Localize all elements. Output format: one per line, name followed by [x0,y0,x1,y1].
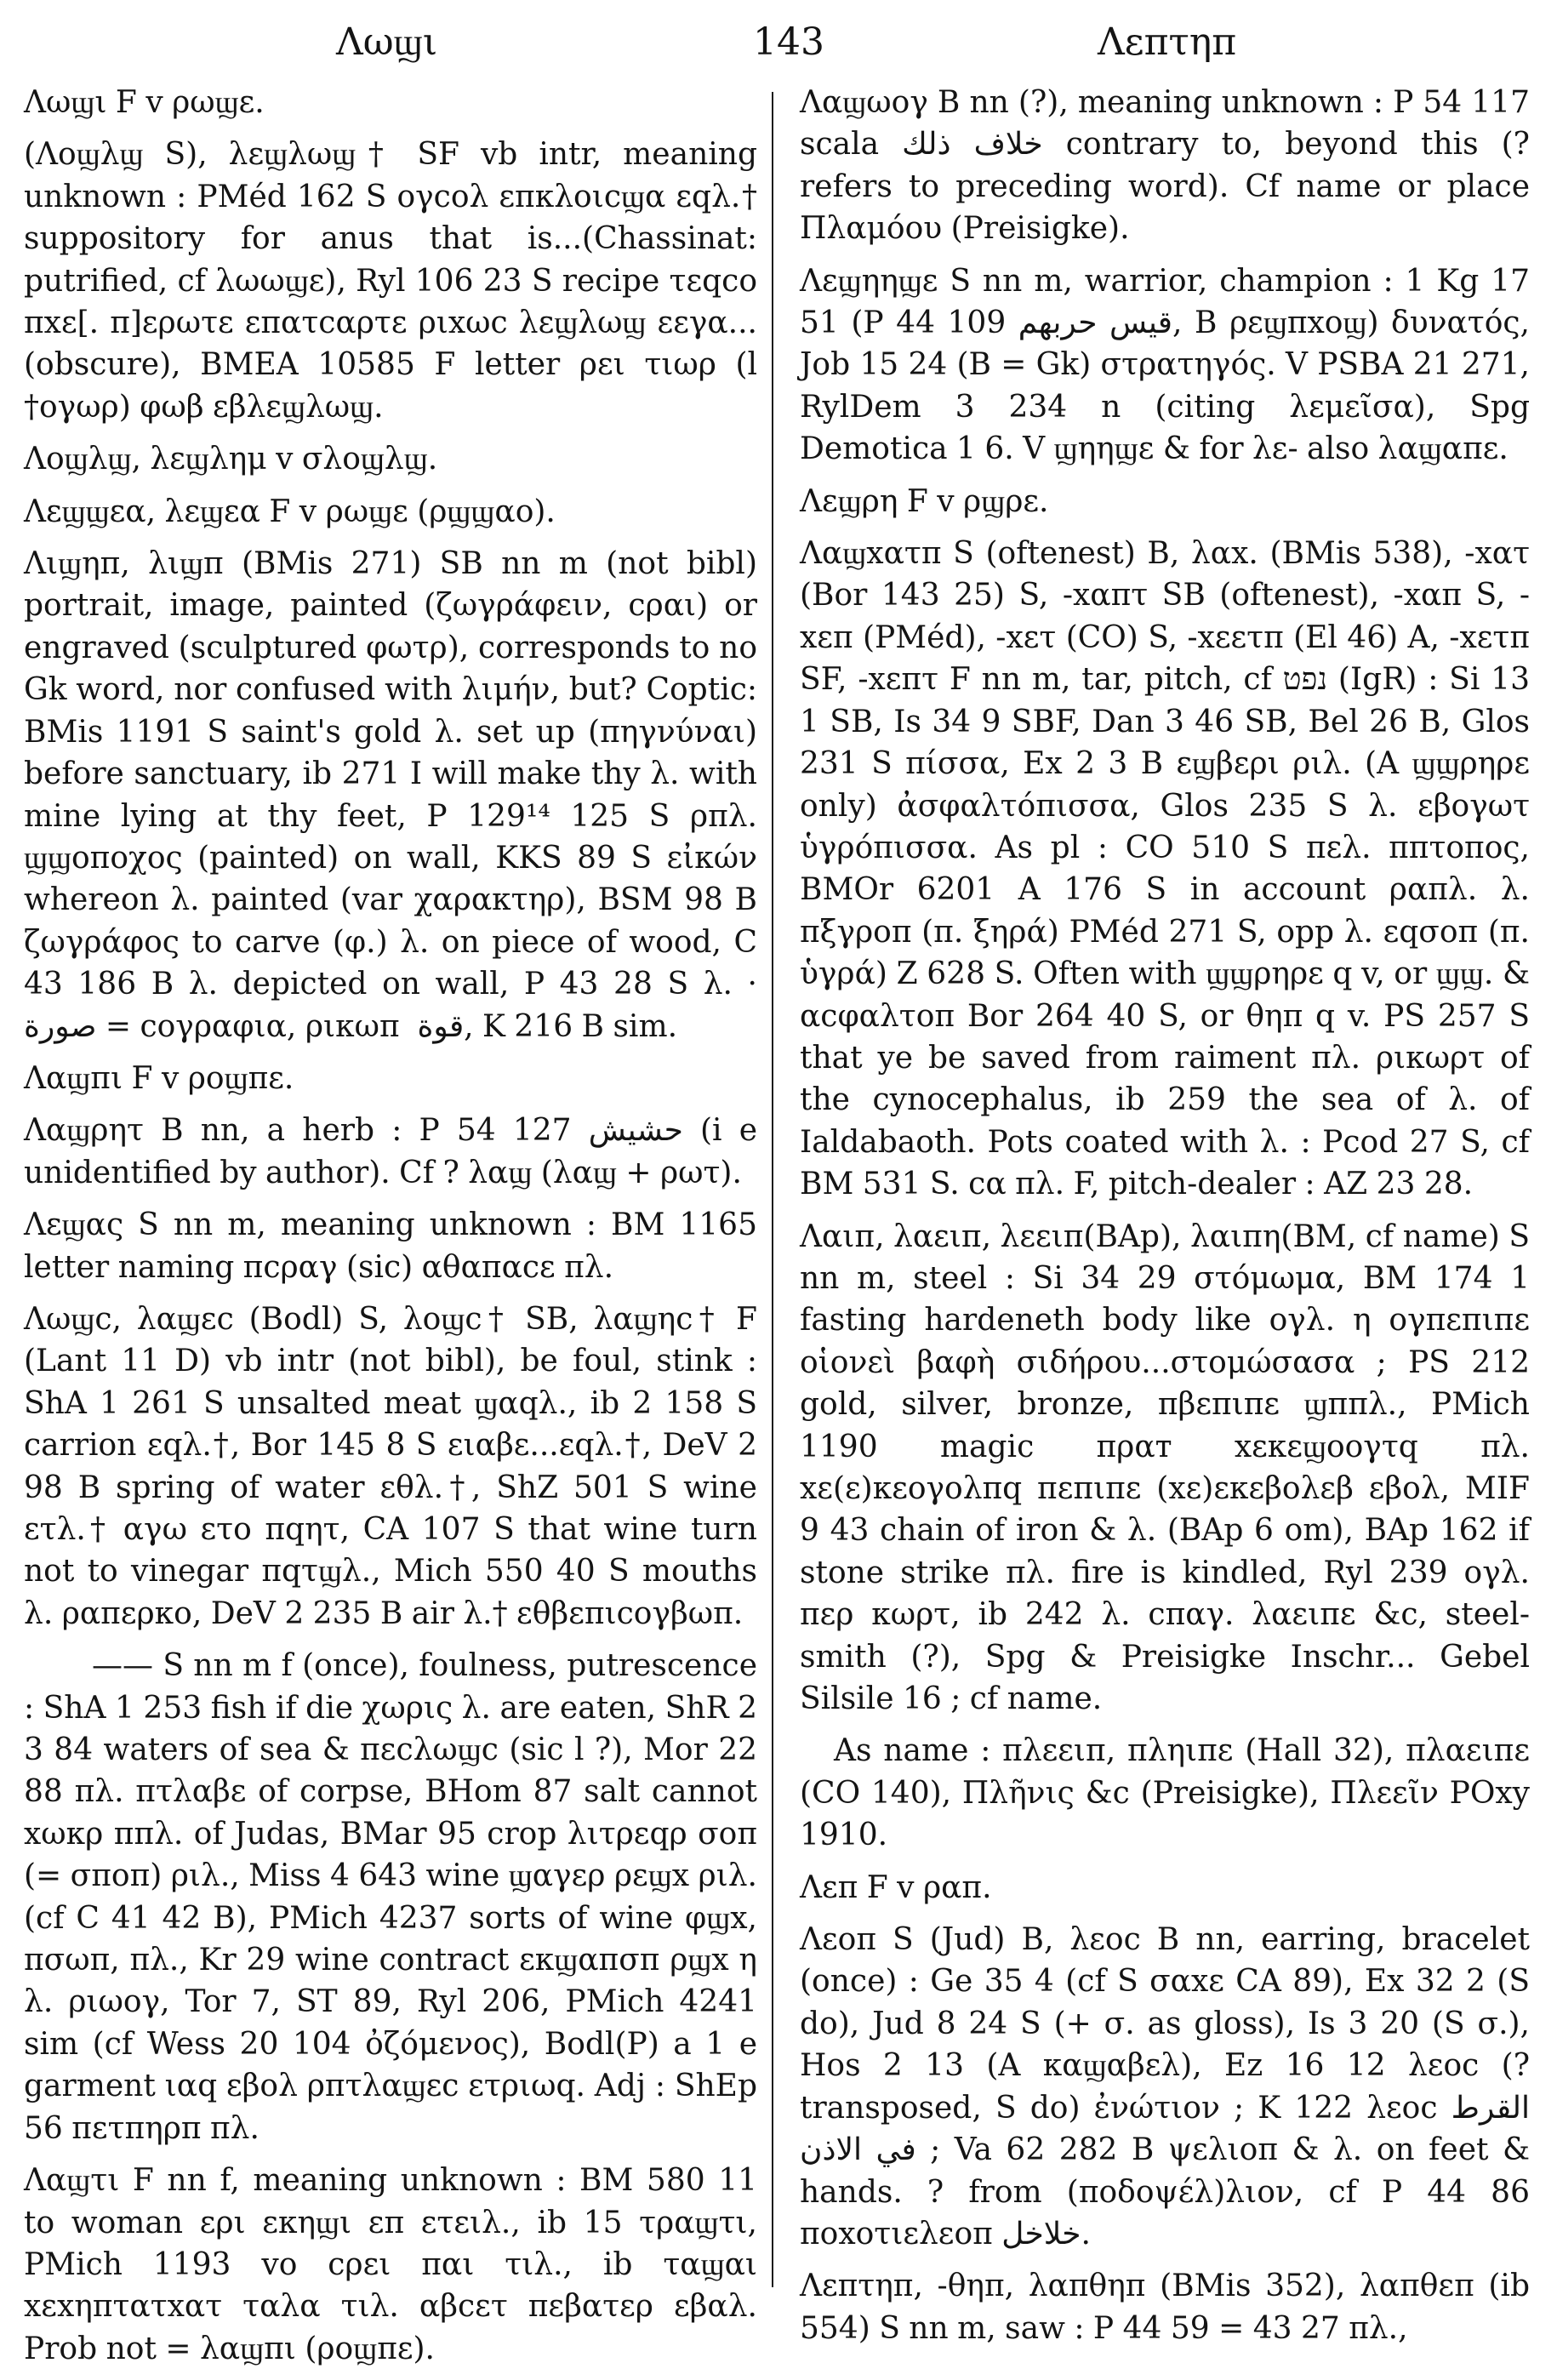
entry-lashret: Λαϣρητ B nn, a herb : P 54 127 حشيش (i e unidentified by author). Cf ? λαϣ (λαϣ + ρωτ). [24,1113,757,1190]
entry-loshs-noun: —— S nn m f (once), foulness, putrescence : ShA 1 253 fish if die χωρις λ. are eaten, ShR 2 3 84 waters of sea & πεcλωϣc (sic l ?), Mor 22 88 πλ. πτλαβε of corpse, BHom 87 salt cannot xωκρ ππλ. of Judas, BMar 95 crop λιτρεqρ σοπ (= σποπ) ριλ., Miss 4 643 wine ϣαγερ ρεϣx ριλ. (cf C 41 42 B), PMich 4237 sorts of wine φϣx, πσωπ, πλ., Kr 29 wine contract εκϣαπσπ ρϣx η λ. ριωογ, Tor 7, ST 89, Ryl 206, PMich 4241 sim (cf Wess 20 104 ὀζόμενος), Bodl(P) a 1 e garment ιαq εβολ ρπτλαϣεc ετριωq. Adj : ShEp 56 πετπηρπ πλ. [24,1648,757,2146]
entry-lashpi: Λαϣπι F v ροϣπε. [24,1060,294,1096]
entry-lain: Λαιπ, λαειπ, λεειπ(BAp), λαιπη(BM, cf name) S nn m, steel : Si 34 29 στόμωμα, BM 174 1 fasting hardeneth body like ογλ. η ογπεπιπε οἱονεὶ βαφὴ σιδήρου...στομώσασα ; PS 212 gold, silver, bronze, πβεπιπε ϣππλ., PMich 1190 magic πραт xεκεϣοογτq πλ. xε(ε)κεογολπq πεπιπε (xε)εκεβολεβ εβολ, MIF 9 43 chain of iron & λ. (BAp 6 om), BAp 162 if stone strike πλ. fire is kindled, Ryl 239 ογλ. περ κωρτ, ib 242 λ. cπαγ. λαειπε &c, steel-smith (?), Spg & Preisigke Inschr... Gebel Silsile 16 ; cf name. [800,1219,1530,1717]
entry-lishen: Λιϣηπ, λιϣπ (BMis 271) SB nn m (not bibl) portrait, image, painted (ζωγράφειν, cραι) or engraved (sculptured φωτρ), corresponds to no Gk word, nor confused with λιμήν, but? Coptic: BMis 1191 S saint's gold λ. set up (πηγνύναι) before sanctuary, ib 271 I will make thy λ. with mine lying at thy feet, P 129¹⁴ 125 S ρπλ. ϣϣοποχος (painted) on wall, KKS 89 S εἰκών whereon λ. painted (var χαρακτηρ), BSM 98 B ζωγράφος to carve (φ.) λ. on piece of wood, C 43 186 B λ. depicted on wall, P 43 28 S λ. · صورة = cογραφια, ρικωπ ‌ قوة, K 216 B sim. [24,546,757,1044]
entry-leshenshe: Λεϣηηϣε S nn m, warrior, champion : 1 Kg 17 51 (P 44 109 قيس حربهم, B ρεϣπxοϣ) δυνατός, Job 15 24 (B = Gk) στρατηγός. V PSBA 21 271, RylDem 3 234 n (citing λεμεῖσα), Spg Demotica 1 6. V ϣηηϣε & for λε- also λαϣαπε. [800,263,1531,467]
entry-lepten: Λεπτηπ, -θηπ, λαπθηπ (BMis 352), λαπθεπ (ib 554) S nn m, saw : P 44 59 = 43 27 πλ., [800,2269,1530,2346]
right-column [800,82,1530,2360]
entry-loshlsh: (Λοϣλϣ S), λεϣλωϣ† SF vb intr, meaning unknown : PMéd 162 S ογcολ επκλοιcϣα εqλ.† suppository for anus that is...(Chassinat: putrified, cf λωωϣε), Ryl 106 23 S recipe τεqcο πxε[. π]ερωτε επατcαρτε ριxωc λεϣλωϣ εεγα... (obscure), BMEA 10585 F letter ρει τιωρ (l †ογωρ) φωβ εβλεϣλωϣ. [24,137,757,425]
entry-lashti: Λαϣτι F nn f, meaning unknown : BM 580 11 to woman ερι εκηϣι επ ετειλ., ib 15 τραϣτι, PMich 1193 vo cρει παι τιλ., ib ταϣαι xεxηπτατxατ ταλα τιλ. αβcετ πεβατερ εβαλ. Prob not = λαϣπι (ροϣπε). [24,2163,757,2366]
entry-leshas: Λεϣας S nn m, meaning unknown : BM 1165 letter naming πcραγ (sic) αθαπαcε πλ. [24,1207,757,1285]
entry-leon: Λεοπ S (Jud) B, λεοc B nn, earring, bracelet (once) : Ge 35 4 (cf S σαxε CA 89), Ex 32 2 (S do), Jud 8 24 S (+ σ. as gloss), Is 3 20 (S σ.), Hos 2 13 (A καϣαβελ), Ez 16 12 λεοc (? transposed, S do) ἐνώτιον ; K 122 λεοc القرط في الاذن ; Va 62 282 B ψελιοπ & λ. on feet & hands. ? from (ποδοψέλ)λιον, cf P 44 86 ποxοτιελεοπ خلاخل. [800,1922,1530,2252]
running-head-left: Λωϣι [336,20,438,64]
entry-lashjatp: Λαϣxατπ S (oftenest) B, λαx. (BMis 538), -xατ (Bor 143 25) S, -xαπτ SB (oftenest), -xαπ S, -xεπ (PMéd), -xετ (CO) S, -xεετπ (El 46) A, -xετπ SF, -xεπτ F nn m, tar, pitch, cf נפט (IgR) : Si 13 1 SB, Is 34 9 SBF, Dan 3 46 SB, Bel 26 B, Glos 231 S πίσσα, Ex 2 3 B εϣβερι ριλ. (A ϣϣρηρε only) ἀσφαλτόπισσα, Glos 235 S λ. εβογωτ ὑγρόπισσα. As pl : CO 510 S πελ. ππτοπος, BMOr 6201 A 176 S in account ραπλ. λ. πξγροπ (π. ξηρά) PMéd 271 S, opp λ. εqσοπ (π. ὑγρά) Z 628 S. Often with ϣϣρηρε q v, or ϣϣ. & αcφαλτοπ Bor 264 40 S, or θηπ q v. PS 257 S that ye be saved from raiment πλ. ρικωρτ of the cynocephalus, ib 259 the sea of λ. of Ialdabaoth. Pots coated with λ. : Pcod 27 S, cf BM 531 S. cα πλ. F, pitch-dealer : AZ 23 28. [800,536,1530,1202]
entry-lowsh: Λωϣι F v ρωϣε. [24,85,265,120]
entry-loshs: Λωϣc, λαϣεc (Bodl) S, λοϣc† SB, λαϣηc† F (Lant 11 D) vb intr (not bibl), be foul, stink : ShA 1 261 S unsalted meat ϣαqλ., ib 2 158 S carrion εqλ.†, Bor 145 8 S ειαβε...εqλ.†, DeV 2 98 B spring of water εθλ.†, ShZ 501 S wine ετλ.† αγω ετο πqητ, CA 107 S that wine turn not to vinegar πqτϣλ., Mich 550 40 S mouths λ. ραπερκο, DeV 2 235 B air λ.† εθβεπιcογβωπ. [24,1301,757,1631]
entry-leshshea: Λεϣϣεα, λεϣεα F v ρωϣε (ρϣϣαο). [24,494,556,529]
entry-leshre: Λεϣρη F v ρϣρε. [800,483,1049,519]
left-column [24,82,757,2380]
page-number: 143 [753,20,824,64]
column-divider [772,92,773,2287]
entry-len: Λεπ F v ραπ. [800,1869,992,1905]
entry-loshlsh-ref: Λοϣλϣ, λεϣλημ v σλοϣλϣ. [24,442,438,477]
running-head-right: Λεπτηπ [1098,20,1237,64]
entry-lain-name: As name : πλεειπ, πληιπε (Hall 32), πλαειπε (CO 140), Πλῆνις &c (Preisigke), Πλεεῖν POxy 1910. [800,1733,1530,1853]
entry-lashoou: Λαϣωογ B nn (?), meaning unknown : P 54 117 scala خلاف ذلك contrary to, beyond this (? refers to preceding word). Cf name or place Πλαμόου (Preisigke). [800,85,1530,247]
